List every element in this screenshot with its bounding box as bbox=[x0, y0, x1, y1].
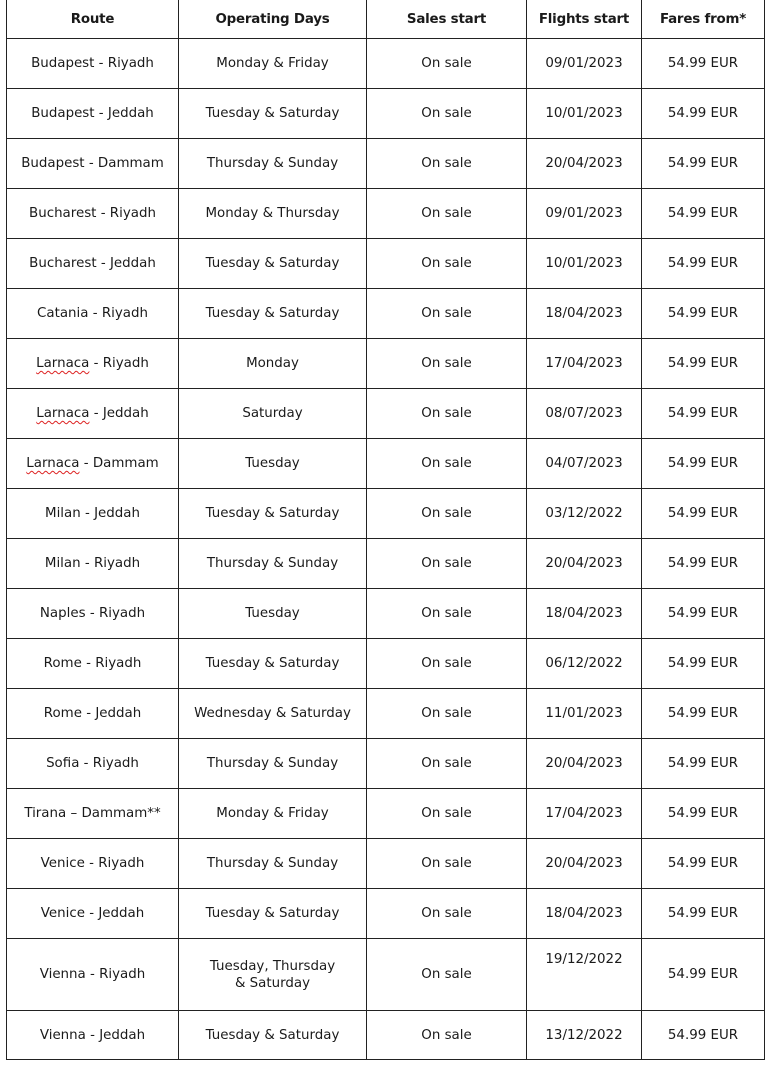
table-row bbox=[7, 839, 765, 889]
flights-start-cell: 11/01/2023 bbox=[527, 689, 642, 739]
fares-from-cell: 54.99 EUR bbox=[642, 339, 765, 389]
fares-from-cell: 54.99 EUR bbox=[642, 89, 765, 139]
route-cell bbox=[7, 889, 179, 939]
flights-start-cell: 20/04/2023 bbox=[527, 839, 642, 889]
route-destination: Riyadh bbox=[109, 206, 156, 221]
route-destination: Jeddah bbox=[98, 906, 145, 921]
table-row bbox=[7, 889, 765, 939]
sales-start-cell: On sale bbox=[367, 439, 527, 489]
route-origin: Rome bbox=[43, 706, 82, 721]
table-row bbox=[7, 489, 765, 539]
route-origin: Bucharest bbox=[29, 256, 97, 271]
route-destination: Jeddah bbox=[109, 256, 156, 271]
route-separator: - bbox=[96, 256, 110, 271]
table-row bbox=[7, 639, 765, 689]
table-row bbox=[7, 189, 765, 239]
operating-days-cell: Monday bbox=[179, 339, 367, 389]
flights-start-cell: 18/04/2023 bbox=[527, 589, 642, 639]
operating-days-cell: Tuesday bbox=[179, 589, 367, 639]
route-cell bbox=[7, 339, 179, 389]
operating-days-cell: Monday & Thursday bbox=[179, 189, 367, 239]
sales-start-cell: On sale bbox=[367, 639, 527, 689]
flights-start-cell: 04/07/2023 bbox=[527, 439, 642, 489]
sales-start-cell: On sale bbox=[367, 39, 527, 89]
fares-from-cell: 54.99 EUR bbox=[642, 39, 765, 89]
route-origin: Budapest bbox=[21, 156, 85, 171]
route-separator: - bbox=[88, 306, 102, 321]
flights-start-cell: 18/04/2023 bbox=[527, 289, 642, 339]
operating-days-cell: Tuesday & Saturday bbox=[179, 639, 367, 689]
flights-start-cell: 10/01/2023 bbox=[527, 239, 642, 289]
route-separator: – bbox=[66, 806, 82, 821]
flights-start-cell: 13/12/2022 bbox=[527, 1011, 642, 1060]
route-destination: Dammam** bbox=[81, 806, 161, 821]
fares-from-cell: 54.99 EUR bbox=[642, 639, 765, 689]
table-row bbox=[7, 789, 765, 839]
route-origin: Bucharest bbox=[29, 206, 97, 221]
fares-from-cell: 54.99 EUR bbox=[642, 189, 765, 239]
table-row bbox=[7, 239, 765, 289]
sales-start-cell: On sale bbox=[367, 1011, 527, 1060]
route-cell bbox=[7, 289, 179, 339]
operating-days-cell: Tuesday & Saturday bbox=[179, 289, 367, 339]
route-destination: Riyadh bbox=[98, 856, 145, 871]
operating-days-cell: Wednesday & Saturday bbox=[179, 689, 367, 739]
route-destination: Jeddah bbox=[102, 406, 149, 421]
header-route: Route bbox=[7, 0, 179, 39]
route-origin: Budapest bbox=[31, 56, 95, 71]
route-destination: Riyadh bbox=[92, 756, 139, 771]
sales-start-cell: On sale bbox=[367, 89, 527, 139]
fares-from-cell: 54.99 EUR bbox=[642, 539, 765, 589]
route-destination: Jeddah bbox=[94, 506, 140, 521]
flights-start-cell: 09/01/2023 bbox=[527, 189, 642, 239]
route-destination: Jeddah bbox=[95, 706, 142, 721]
route-cell bbox=[7, 189, 179, 239]
fares-from-cell: 54.99 EUR bbox=[642, 489, 765, 539]
route-origin: Larnaca bbox=[26, 456, 80, 471]
table-row bbox=[7, 339, 765, 389]
table-row bbox=[7, 689, 765, 739]
fares-from-cell: 54.99 EUR bbox=[642, 439, 765, 489]
table-header bbox=[7, 0, 765, 39]
table-row bbox=[7, 539, 765, 589]
fares-from-cell: 54.99 EUR bbox=[642, 689, 765, 739]
operating-days-cell: Thursday & Sunday bbox=[179, 739, 367, 789]
fares-from-cell: 54.99 EUR bbox=[642, 139, 765, 189]
fares-from-cell: 54.99 EUR bbox=[642, 589, 765, 639]
route-separator: - bbox=[80, 556, 94, 571]
flights-start-cell: 17/04/2023 bbox=[527, 339, 642, 389]
fares-from-cell: 54.99 EUR bbox=[642, 239, 765, 289]
route-cell bbox=[7, 389, 179, 439]
route-cell bbox=[7, 939, 179, 1011]
table-row bbox=[7, 1011, 765, 1060]
table-row bbox=[7, 739, 765, 789]
route-origin: Catania bbox=[37, 306, 89, 321]
header-row bbox=[7, 0, 765, 39]
header-sales-start: Sales start bbox=[367, 0, 527, 39]
operating-days-cell: Tuesday bbox=[179, 439, 367, 489]
sales-start-cell: On sale bbox=[367, 389, 527, 439]
route-destination: Riyadh bbox=[107, 56, 154, 71]
sales-start-cell: On sale bbox=[367, 139, 527, 189]
flights-start-cell: 03/12/2022 bbox=[527, 489, 642, 539]
fares-from-cell: 54.99 EUR bbox=[642, 839, 765, 889]
flights-start-cell: 06/12/2022 bbox=[527, 639, 642, 689]
route-cell bbox=[7, 489, 179, 539]
sales-start-cell: On sale bbox=[367, 889, 527, 939]
route-cell bbox=[7, 439, 179, 489]
route-origin: Venice bbox=[40, 856, 85, 871]
sales-start-cell: On sale bbox=[367, 489, 527, 539]
route-origin: Budapest bbox=[31, 106, 95, 121]
table-body bbox=[7, 39, 765, 1060]
operating-days-cell: Tuesday & Saturday bbox=[179, 89, 367, 139]
route-destination: Jeddah bbox=[107, 106, 154, 121]
sales-start-cell: On sale bbox=[367, 239, 527, 289]
route-cell bbox=[7, 639, 179, 689]
route-separator: - bbox=[94, 106, 108, 121]
header-operating-days: Operating Days bbox=[179, 0, 367, 39]
route-cell bbox=[7, 689, 179, 739]
route-separator: - bbox=[89, 406, 103, 421]
operating-days-cell: Monday & Friday bbox=[179, 789, 367, 839]
operating-days-cell: Thursday & Sunday bbox=[179, 139, 367, 189]
route-origin: Naples bbox=[39, 606, 86, 621]
operating-days-cell: Tuesday & Saturday bbox=[179, 239, 367, 289]
route-separator: - bbox=[79, 456, 93, 471]
operating-days-cell: Tuesday & Saturday bbox=[179, 1011, 367, 1060]
sales-start-cell: On sale bbox=[367, 839, 527, 889]
operating-days-cell: Tuesday & Saturday bbox=[179, 489, 367, 539]
route-destination: Riyadh bbox=[98, 606, 146, 621]
route-separator: - bbox=[84, 856, 99, 871]
route-destination: Dammam bbox=[92, 456, 159, 471]
table-row bbox=[7, 439, 765, 489]
route-origin: Sofia bbox=[46, 756, 80, 771]
table-row bbox=[7, 589, 765, 639]
route-destination: Dammam bbox=[97, 156, 164, 171]
route-destination: Riyadh bbox=[99, 967, 146, 982]
table-row bbox=[7, 289, 765, 339]
table-row bbox=[7, 389, 765, 439]
flights-start-cell: 19/12/2022 bbox=[527, 939, 642, 1011]
route-cell bbox=[7, 39, 179, 89]
route-origin: Vienna bbox=[39, 967, 86, 982]
route-cell bbox=[7, 589, 179, 639]
flights-start-cell: 20/04/2023 bbox=[527, 739, 642, 789]
route-separator: - bbox=[85, 606, 99, 621]
route-cell bbox=[7, 789, 179, 839]
fares-from-cell: 54.99 EUR bbox=[642, 289, 765, 339]
route-cell bbox=[7, 139, 179, 189]
route-origin: Vienna bbox=[39, 1027, 86, 1043]
route-cell bbox=[7, 239, 179, 289]
operating-days-cell: Monday & Friday bbox=[179, 39, 367, 89]
sales-start-cell: On sale bbox=[367, 789, 527, 839]
fares-from-cell: 54.99 EUR bbox=[642, 739, 765, 789]
route-origin: Larnaca bbox=[36, 406, 90, 421]
route-destination: Riyadh bbox=[95, 656, 142, 671]
route-origin: Milan bbox=[44, 556, 81, 571]
route-origin: Milan bbox=[45, 506, 81, 521]
flights-start-cell: 18/04/2023 bbox=[527, 889, 642, 939]
route-cell bbox=[7, 89, 179, 139]
table-row bbox=[7, 939, 765, 1011]
sales-start-cell: On sale bbox=[367, 939, 527, 1011]
flights-start-cell: 17/04/2023 bbox=[527, 789, 642, 839]
table-row bbox=[7, 139, 765, 189]
route-cell bbox=[7, 739, 179, 789]
operating-days-cell: Thursday & Sunday bbox=[179, 839, 367, 889]
fares-from-cell: 54.99 EUR bbox=[642, 889, 765, 939]
route-destination: Riyadh bbox=[93, 556, 141, 571]
route-cell bbox=[7, 839, 179, 889]
table-row bbox=[7, 39, 765, 89]
route-origin: Rome bbox=[43, 656, 82, 671]
operating-days-cell: Saturday bbox=[179, 389, 367, 439]
sales-start-cell: On sale bbox=[367, 689, 527, 739]
route-destination: Riyadh bbox=[102, 356, 149, 371]
sales-start-cell: On sale bbox=[367, 589, 527, 639]
route-separator: - bbox=[80, 506, 95, 521]
route-separator: - bbox=[84, 156, 98, 171]
route-origin: Venice bbox=[40, 906, 85, 921]
route-destination: Riyadh bbox=[101, 306, 148, 321]
flights-start-cell: 20/04/2023 bbox=[527, 139, 642, 189]
sales-start-cell: On sale bbox=[367, 189, 527, 239]
route-separator: - bbox=[85, 967, 100, 982]
fares-from-cell: 54.99 EUR bbox=[642, 789, 765, 839]
route-separator: - bbox=[81, 656, 96, 671]
operating-days-cell: Tuesday, Thursday & Saturday bbox=[179, 939, 367, 1011]
flights-start-cell: 09/01/2023 bbox=[527, 39, 642, 89]
header-flights-start: Flights start bbox=[527, 0, 642, 39]
sales-start-cell: On sale bbox=[367, 539, 527, 589]
sales-start-cell: On sale bbox=[367, 289, 527, 339]
route-separator: - bbox=[84, 906, 99, 921]
route-destination: Jeddah bbox=[99, 1027, 146, 1043]
fares-from-cell: 54.99 EUR bbox=[642, 939, 765, 1011]
flights-start-cell: 08/07/2023 bbox=[527, 389, 642, 439]
route-separator: - bbox=[79, 756, 93, 771]
route-separator: - bbox=[85, 1027, 100, 1043]
route-separator: - bbox=[89, 356, 103, 371]
header-fares-from: Fares from* bbox=[642, 0, 765, 39]
route-cell bbox=[7, 539, 179, 589]
flights-start-cell: 10/01/2023 bbox=[527, 89, 642, 139]
route-separator: - bbox=[81, 706, 96, 721]
route-cell bbox=[7, 1011, 179, 1060]
route-origin: Tirana bbox=[24, 806, 67, 821]
sales-start-cell: On sale bbox=[367, 739, 527, 789]
route-origin: Larnaca bbox=[36, 356, 90, 371]
fares-from-cell: 54.99 EUR bbox=[642, 1011, 765, 1060]
route-separator: - bbox=[94, 56, 108, 71]
operating-days-cell: Tuesday & Saturday bbox=[179, 889, 367, 939]
fares-from-cell: 54.99 EUR bbox=[642, 389, 765, 439]
route-separator: - bbox=[96, 206, 110, 221]
sales-start-cell: On sale bbox=[367, 339, 527, 389]
table-row bbox=[7, 89, 765, 139]
flights-start-cell: 20/04/2023 bbox=[527, 539, 642, 589]
routes-table bbox=[6, 0, 765, 1060]
operating-days-cell: Thursday & Sunday bbox=[179, 539, 367, 589]
